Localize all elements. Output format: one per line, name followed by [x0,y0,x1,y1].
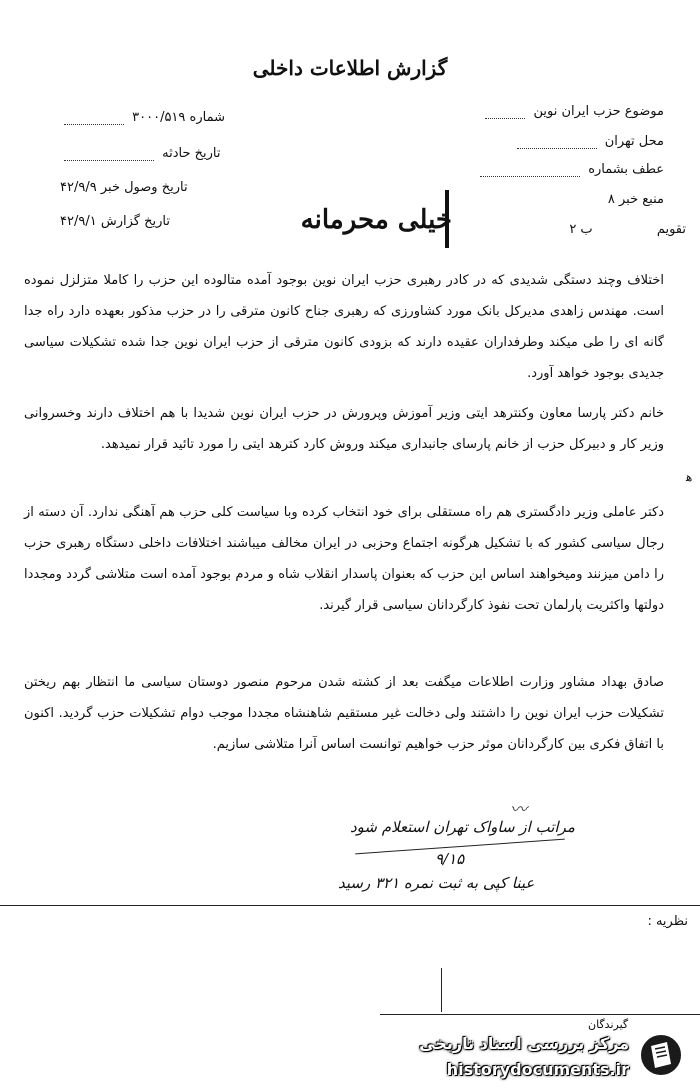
arrival-date-value: ۴۲/۹/۹ [60,180,97,195]
margin-mark: ﻫ [686,470,693,484]
bottom-divider [441,968,442,1012]
handwritten-scribble: 〰 [510,800,527,820]
watermark-name: مرکز بررسی اسناد تاریخی [419,1034,629,1053]
source-label: منبع خبر [619,192,664,207]
paragraph-3: دکتر عاملی وزیر دادگستری هم راه مستقلی برای خود انتخاب کرده وبا سیاست کلی حزب هم آهنگی ندارد. آن دسته از رجال سیاسی کشور که با تشکیل هرگونه اجتماع وحزبی در ایران مخالف میباشند اختلافات داخلی دستگاه رهبری حزب را دامن میزنند ومیخواهند اساس این حزب که بعنوان پاسدار انقلاب شاه و مردم بوجود آمده است متلاشی گردد ومجددا دولتها واکثریت پارلمان تحت نفوذ کارگردانان سیاسی قرار گیرند. [24,505,664,613]
subject-dots [485,106,525,119]
place-label: محل [638,134,664,149]
opinion-divider [0,905,700,906]
report-date-value: ۴۲/۹/۱ [60,214,97,229]
event-date-dots [64,148,154,161]
number-label: شماره [189,110,226,125]
number-value: ۳۰۰۰/۵۱۹ [132,110,186,125]
rating-field [569,222,686,237]
paragraph-2: خانم دکتر پارسا معاون وکنترهد ایتی وزیر آموزش وپرورش در حزب ایران نوین شدیدا با هم اختلاف دارند وخسروانی وزیر کار و دبیرکل حزب از خانم پارسای جانبداری میکند وروش کارد کترهد ایتی را مورد تائید قرار نمیدهد. [24,406,664,452]
ref-label: عطف بشماره [588,162,664,177]
report-date-label: تاریخ گزارش [100,214,170,229]
number-dots [64,112,124,125]
rating-label: تقویم [656,222,686,237]
watermark [415,1030,685,1086]
event-date-field [60,146,221,161]
document-title: گزارش اطلاعات داخلی [252,56,448,80]
ref-field [476,162,664,177]
source-value: ۸ [607,192,615,207]
place-field [513,134,664,149]
source-field [608,192,664,207]
subject-label: موضوع [624,104,664,119]
ref-dots [480,164,580,177]
handwritten-line-2: عینا کپی به ثبت نمره ۳۲۱ رسید [338,874,535,892]
watermark-url: historydocuments.ir [446,1060,629,1079]
arrival-date-field [60,180,188,195]
subject-field [481,104,664,119]
event-date-label: تاریخ حادثه [162,146,221,161]
paragraph-1: اختلاف وچند دستگی شدیدی که در کادر رهبری حزب ایران نوین بوجود آمده متالوده این حزب را کاملا متزلزل نموده است. مهندس زاهدی مدیرکل بانک مورد کشاورزی که رهبری جناح کانون مترقی را در حزب مذکور بعهده دارد راه جدا گانه ای را طی میکند وطرفداران عقیده دارند که بزودی کانون مترقی از حزب ایران نوین جدا شده تشکیلات سیاسی جدیدی بوجود خواهد آورد. [24,273,664,381]
footer-line [380,1014,700,1015]
subject-value: حزب ایران نوین [533,104,621,119]
opinion-label: نظریه : [647,914,688,929]
paragraph-4: صادق بهداد مشاور وزارت اطلاعات میگفت بعد از کشته شدن مرحوم منصور دوستان سیاسی ما انتظار بهم ریختن تشکیلات حزب ایران نوین را داشتند ولی دخالت غیر مستقیم شاهنشاه مجددا موجب دوام تشکیلات حزب گردید. اکنون با اتفاق فکری بین کارگردانان موثر حزب خواهیم توانست اساس آنرا متلاشی سازیم. [24,675,664,752]
arrival-date-label: تاریخ وصول خبر [100,180,188,195]
handwritten-date: ۹/۱۵ [435,850,465,868]
place-dots [517,136,597,149]
report-date-field [60,214,170,229]
archive-logo-icon [637,1032,685,1078]
classification-stamp: خیلی محرمانه [300,205,452,235]
place-value: تهران [604,134,635,149]
handwritten-line-1: مراتب از ساواک تهران استعلام شود [350,818,575,836]
rating-value: ب ۲ [569,222,593,237]
recipients-label: گیرندگان [588,1018,629,1031]
number-field [60,110,225,125]
